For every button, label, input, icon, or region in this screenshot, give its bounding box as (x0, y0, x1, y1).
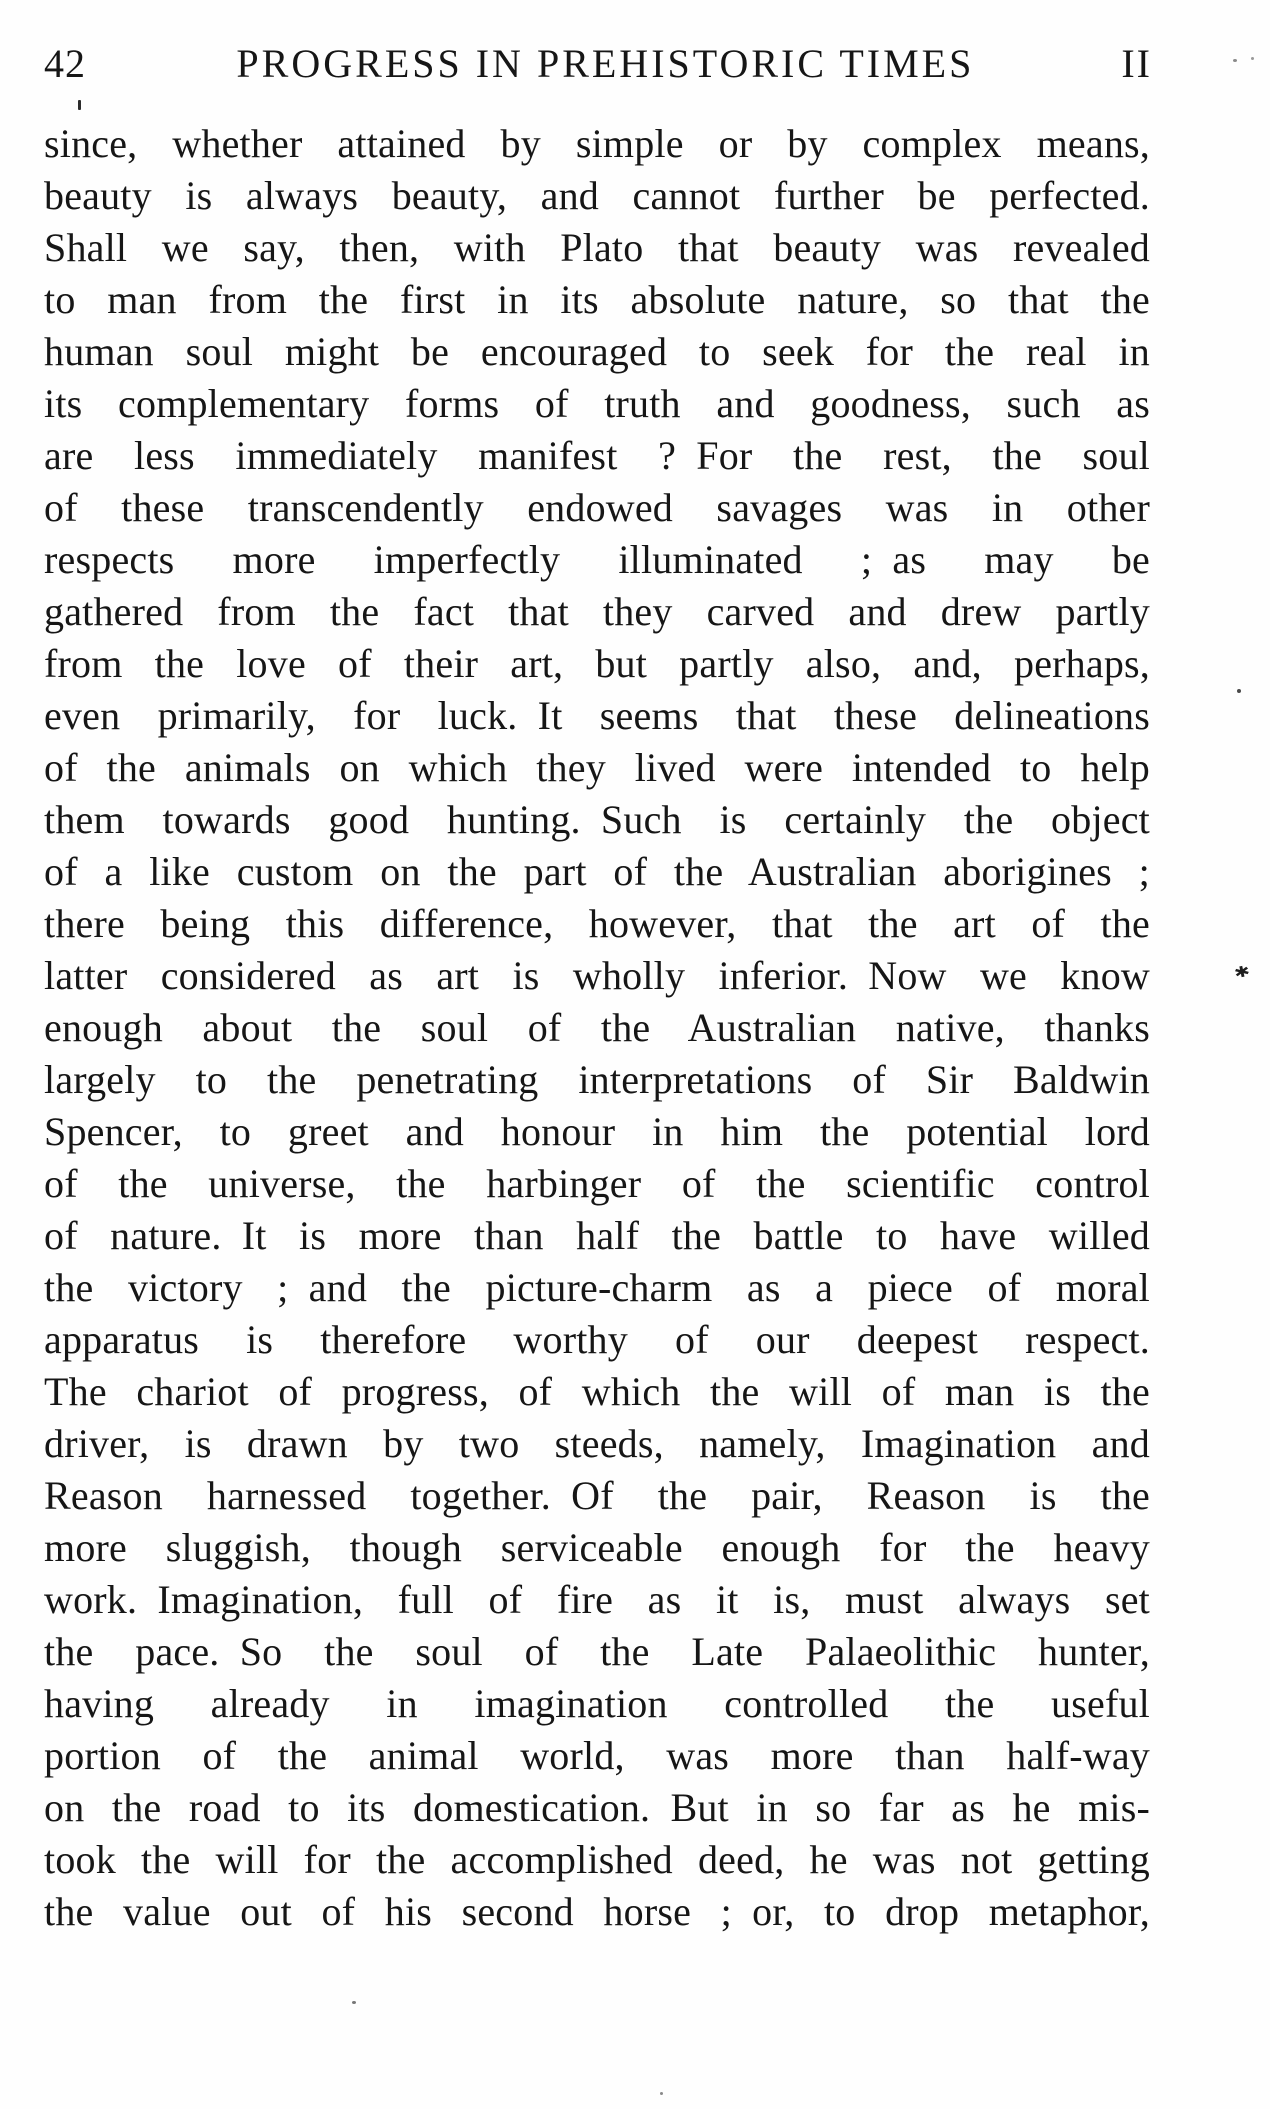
text-line: human soul might be encouraged to seek for the real in (44, 329, 1150, 374)
body-text (44, 118, 1150, 1938)
text-line: The chariot of progress, of which the will of man is the (44, 1369, 1150, 1414)
text-line: latter considered as art is wholly inferior. Now we know (44, 953, 1150, 998)
text-line: even primarily, for luck. It seems that these delineations (44, 693, 1150, 738)
text-line: of these transcendently endowed savages was in other (44, 485, 1150, 530)
text-line: them towards good hunting. Such is certainly the object (44, 797, 1150, 842)
page-header (44, 42, 1152, 96)
scan-speck (1233, 59, 1237, 62)
text-line: Shall we say, then, with Plato that beauty was revealed (44, 225, 1150, 270)
text-line: portion of the animal world, was more than half-way (44, 1733, 1150, 1778)
text-line: to man from the first in its absolute nature, so that the (44, 277, 1150, 322)
text-line: its complementary forms of truth and goodness, such as (44, 381, 1150, 426)
text-line: the victory ; and the picture-charm as a piece of moral (44, 1265, 1150, 1310)
text-line: largely to the penetrating interpretations of Sir Baldwin (44, 1057, 1150, 1102)
text-line: of the universe, the harbinger of the scientific control (44, 1161, 1150, 1206)
scan-speck (1237, 689, 1241, 693)
text-line: there being this difference, however, that the art of the (44, 901, 1150, 946)
running-title: PROGRESS IN PREHISTORIC TIMES (236, 41, 975, 86)
text-line: respects more imperfectly illuminated ; as may be (44, 537, 1150, 582)
text-line: on the road to its domestication. But in so far as he mis- (44, 1785, 1150, 1830)
text-line: Reason harnessed together. Of the pair, Reason is the (44, 1473, 1150, 1518)
text-line: from the love of their art, but partly also, and, perhaps, (44, 641, 1150, 686)
text-line: beauty is always beauty, and cannot further be perfected. (44, 173, 1150, 218)
text-line: of nature. It is more than half the battle to have willed (44, 1213, 1150, 1258)
chapter-numeral: II (1121, 41, 1152, 86)
text-line: took the will for the accomplished deed, he was not getting (44, 1837, 1150, 1882)
scan-speck (352, 2001, 356, 2004)
text-line: apparatus is therefore worthy of our deepest respect. (44, 1317, 1150, 1362)
scan-speck (1251, 57, 1254, 60)
text-line: enough about the soul of the Australian native, thanks (44, 1005, 1150, 1050)
scan-speck (78, 100, 81, 110)
text-line: driver, is drawn by two steeds, namely, Imagination and (44, 1421, 1150, 1466)
ink-blot-mark: ✱ (1232, 963, 1252, 983)
page-number: 42 (44, 41, 86, 86)
text-line: since, whether attained by simple or by complex means, (44, 121, 1150, 166)
text-line: more sluggish, though serviceable enough for the heavy (44, 1525, 1150, 1570)
text-line: the pace. So the soul of the Late Palaeolithic hunter, (44, 1629, 1150, 1674)
text-line: having already in imagination controlled the useful (44, 1681, 1150, 1726)
text-line: the value out of his second horse ; or, to drop metaphor, (44, 1889, 1150, 1934)
text-line: work. Imagination, full of fire as it is, must always set (44, 1577, 1150, 1622)
text-line: Spencer, to greet and honour in him the potential lord (44, 1109, 1150, 1154)
text-line: gathered from the fact that they carved and drew partly (44, 589, 1150, 634)
scan-speck (660, 2092, 663, 2095)
text-line: are less immediately manifest ? For the rest, the soul (44, 433, 1150, 478)
text-line: of the animals on which they lived were intended to help (44, 745, 1150, 790)
text-line: of a like custom on the part of the Australian aborigines ; (44, 849, 1150, 894)
